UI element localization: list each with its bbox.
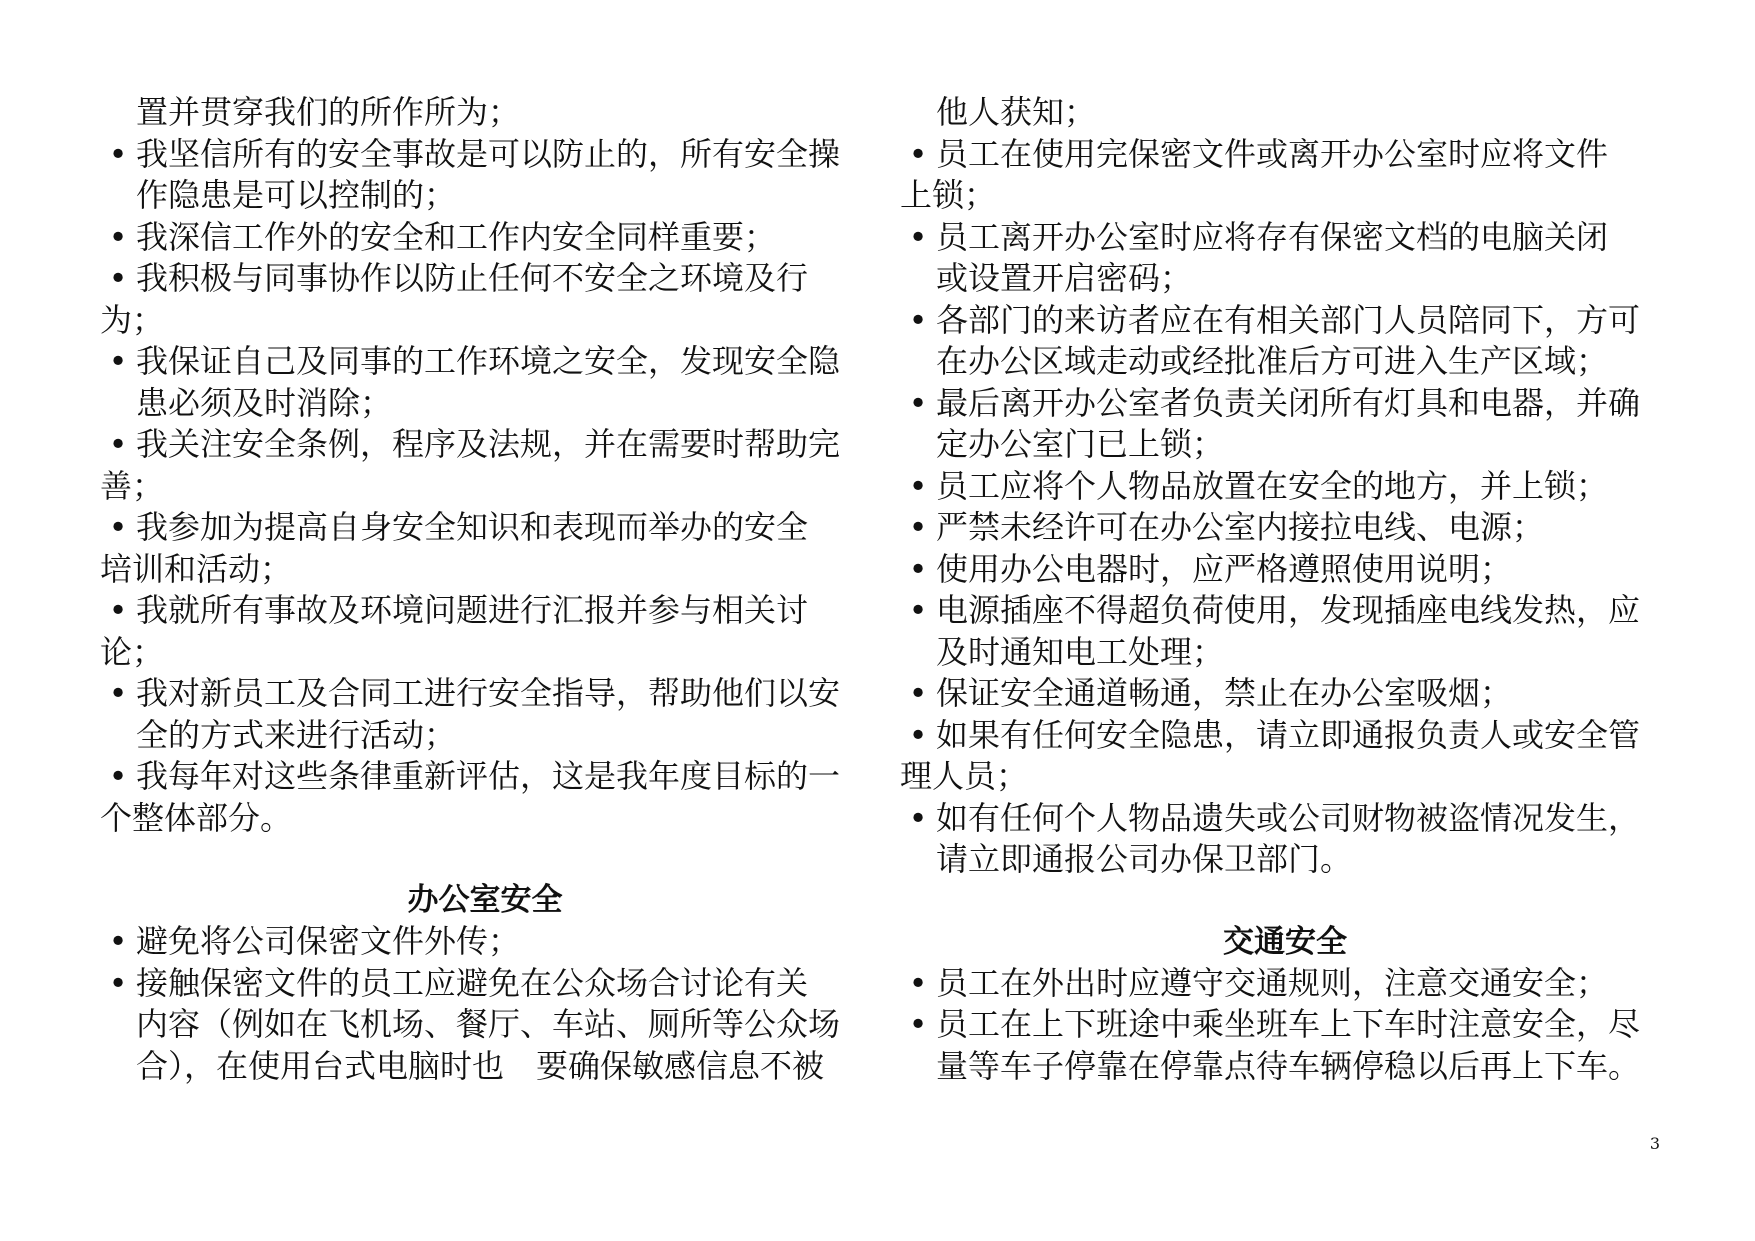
bullet-item-line: [900, 798, 1670, 840]
bullet-item-line: [900, 217, 1670, 259]
line-text: 我就所有事故及环境问题进行汇报并参与相关讨: [136, 591, 809, 629]
text-line: [900, 175, 1670, 217]
line-text: 请立即通报公司办保卫部门。: [936, 840, 1353, 878]
text-line: [100, 383, 870, 425]
line-text: 及时通知电工处理；: [936, 632, 1225, 671]
bullet-icon: •: [908, 591, 928, 629]
line-text: 上锁；: [900, 176, 997, 214]
line-text: 合），在使用台式电脑时也 要确保敏感信息不被: [136, 1046, 825, 1085]
left-column: [100, 92, 870, 1087]
line-text: 我深信工作外的安全和工作内安全同样重要；: [136, 217, 777, 256]
bullet-item-line: [100, 590, 870, 632]
text-line: [900, 632, 1670, 674]
line-text: 为；: [100, 300, 165, 339]
line-text: 我积极与同事协作以防止任何不安全之环境及行: [136, 259, 809, 297]
line-text: 如果有任何安全隐患，请立即通报负责人或安全管: [936, 715, 1641, 754]
section-gap: [900, 881, 1670, 921]
text-line: [100, 632, 870, 674]
bullet-item-line: [900, 1004, 1670, 1046]
bullet-item-line: [100, 258, 870, 300]
bullet-icon: •: [108, 425, 128, 463]
line-text: 患必须及时消除；: [136, 383, 393, 422]
line-text: 善；: [100, 466, 165, 505]
office-safety-heading: 办公室安全: [407, 882, 563, 918]
bullet-item-line: [100, 341, 870, 383]
line-text: 员工在使用完保密文件或离开办公室时应将文件: [936, 134, 1609, 173]
line-text: 置并贯穿我们的所作所为；: [136, 93, 521, 131]
bullet-item-line: [900, 466, 1670, 508]
bullet-icon: •: [908, 134, 928, 173]
bullet-item-line: [900, 673, 1670, 715]
office-safety-list: [100, 921, 870, 1087]
bullet-icon: •: [908, 300, 928, 339]
bullet-icon: •: [108, 674, 128, 712]
line-text: 论；: [100, 632, 165, 671]
line-text: 各部门的来访者应在有相关部门人员陪同下，方可: [936, 300, 1641, 339]
text-line: [100, 715, 870, 757]
text-line: [100, 466, 870, 508]
text-line: [900, 258, 1670, 300]
line-text: 如有任何个人物品遗失或公司财物被盗情况发生，: [936, 798, 1641, 837]
bullet-item-line: [900, 963, 1670, 1005]
text-line: [900, 424, 1670, 466]
bullet-item-line: [900, 300, 1670, 342]
text-line: [100, 549, 870, 591]
line-text: 我参加为提高自身安全知识和表现而举办的安全: [136, 508, 809, 546]
text-line: [100, 1004, 870, 1046]
text-line: [900, 341, 1670, 383]
line-text: 接触保密文件的员工应避免在公众场合讨论有关: [136, 963, 809, 1002]
bullet-item-line: [100, 217, 870, 259]
line-text: 我保证自己及同事的工作环境之安全，发现安全隐: [136, 342, 841, 380]
text-line: [100, 92, 870, 134]
bullet-icon: •: [108, 757, 128, 795]
line-text: 我对新员工及合同工进行安全指导，帮助他们以安: [136, 674, 841, 712]
bullet-item-line: [900, 507, 1670, 549]
line-text: 我关注安全条例，程序及法规，并在需要时帮助完: [136, 425, 841, 463]
line-text: 培训和活动；: [100, 549, 293, 588]
safety-pledge-list: [100, 92, 870, 839]
bullet-icon: •: [108, 963, 128, 1002]
bullet-icon: •: [108, 217, 128, 256]
text-line: [100, 175, 870, 217]
bullet-item-line: [100, 507, 870, 549]
line-text: 理人员；: [900, 757, 1029, 795]
bullet-icon: •: [908, 466, 928, 505]
bullet-item-line: [100, 921, 870, 963]
bullet-item-line: [900, 383, 1670, 425]
text-line: [900, 92, 1670, 134]
bullet-item-line: [100, 424, 870, 466]
line-text: 他人获知；: [936, 93, 1097, 131]
line-text: 员工在上下班途中乘坐班车上下车时注意安全，尽: [936, 1005, 1641, 1043]
line-text: 内容（例如在飞机场、餐厅、车站、厕所等公众场: [136, 1005, 841, 1043]
line-text: 保证安全通道畅通，禁止在办公室吸烟；: [936, 674, 1513, 712]
bullet-item-line: [100, 134, 870, 176]
line-text: 个整体部分。: [100, 798, 293, 837]
line-text: 定办公室门已上锁；: [936, 425, 1225, 463]
bullet-item-line: [100, 963, 870, 1005]
line-text: 我坚信所有的安全事故是可以防止的，所有安全操: [136, 134, 841, 173]
traffic-safety-heading: 交通安全: [1223, 923, 1347, 960]
line-text: 避免将公司保密文件外传；: [136, 922, 521, 960]
line-text: 员工应将个人物品放置在安全的地方，并上锁；: [936, 466, 1609, 505]
page-number: 3: [1649, 1134, 1660, 1153]
bullet-icon: •: [908, 715, 928, 754]
text-line: [100, 1046, 870, 1088]
line-text: 我每年对这些条律重新评估，这是我年度目标的一: [136, 757, 841, 795]
bullet-item-line: [900, 715, 1670, 757]
line-text: 员工离开办公室时应将存有保密文档的电脑关闭: [936, 217, 1609, 256]
line-text: 员工在外出时应遵守交通规则，注意交通安全；: [936, 963, 1609, 1002]
bullet-icon: •: [908, 217, 928, 256]
bullet-icon: •: [108, 508, 128, 546]
line-text: 作隐患是可以控制的；: [136, 176, 457, 214]
line-text: 严禁未经许可在办公室内接拉电线、电源；: [936, 508, 1545, 546]
right-column: [900, 92, 1670, 1087]
text-line: [100, 300, 870, 342]
line-text: 或设置开启密码；: [936, 259, 1193, 297]
section-gap: [100, 839, 870, 879]
line-text: 最后离开办公室者负责关闭所有灯具和电器，并确: [936, 383, 1641, 422]
line-text: 在办公区域走动或经批准后方可进入生产区域；: [936, 342, 1609, 380]
bullet-item-line: [900, 134, 1670, 176]
bullet-icon: •: [908, 383, 928, 422]
traffic-safety-list: [900, 963, 1670, 1088]
bullet-icon: •: [108, 342, 128, 380]
bullet-icon: •: [908, 674, 928, 712]
text-line: [100, 798, 870, 840]
line-text: 量等车子停靠在停靠点待车辆停稳以后再上下车。: [936, 1046, 1641, 1085]
bullet-item-line: [900, 590, 1670, 632]
bullet-item-line: [100, 673, 870, 715]
bullet-icon: •: [108, 259, 128, 297]
line-text: 电源插座不得超负荷使用，发现插座电线发热，应: [936, 591, 1641, 629]
text-line: [900, 756, 1670, 798]
bullet-icon: •: [908, 1005, 928, 1043]
bullet-item-line: [100, 756, 870, 798]
line-text: 使用办公电器时，应严格遵照使用说明；: [936, 549, 1513, 588]
bullet-icon: •: [108, 922, 128, 960]
text-line: [900, 1046, 1670, 1088]
bullet-icon: •: [108, 134, 128, 173]
bullet-icon: •: [108, 591, 128, 629]
bullet-icon: •: [908, 963, 928, 1002]
line-text: 全的方式来进行活动；: [136, 715, 457, 754]
text-line: [900, 839, 1670, 881]
bullet-icon: •: [908, 549, 928, 588]
office-safety-list-continued: [900, 92, 1670, 881]
bullet-icon: •: [908, 798, 928, 837]
bullet-item-line: [900, 549, 1670, 591]
bullet-icon: •: [908, 508, 928, 546]
